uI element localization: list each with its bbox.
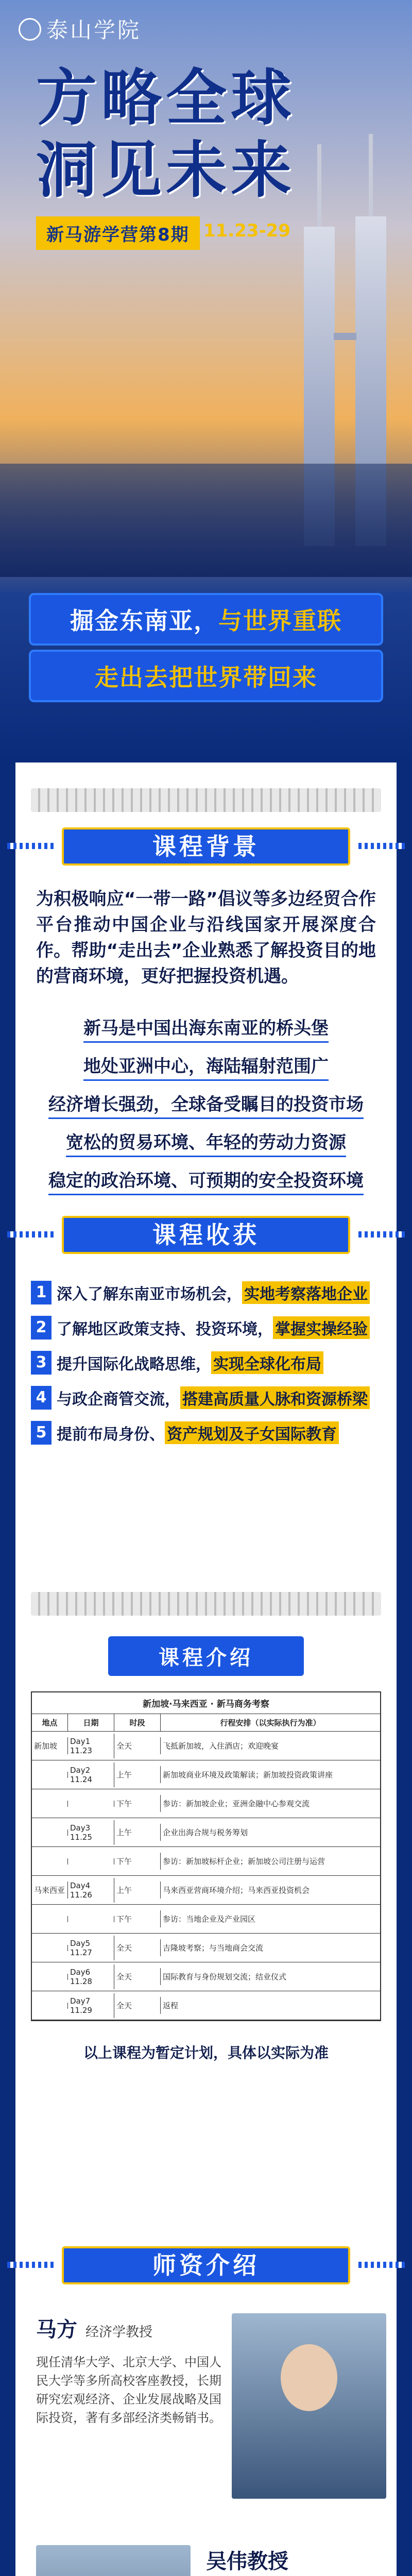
table-row: 下午 参访：新加坡企业；亚洲金融中心参观交流 bbox=[32, 1789, 380, 1818]
col-header: 时段 bbox=[114, 1714, 161, 1731]
table-row: 下午 参访：新加坡标杆企业；新加坡公司注册与运营 bbox=[32, 1847, 380, 1876]
table-row: Day7 11.29 全天 返程 bbox=[32, 1991, 380, 2020]
teacher-2-avatar bbox=[36, 2545, 191, 2576]
logo-text: 泰山学院 bbox=[46, 18, 142, 43]
slogan-2: 走出去把世界带回来 bbox=[95, 664, 317, 691]
col-header: 日期 bbox=[68, 1714, 114, 1731]
background-item: 稳定的政治环境、可预期的安全投资环境 bbox=[36, 1166, 376, 1195]
background-item: 宽松的贸易环境、年轻的劳动力资源 bbox=[36, 1128, 376, 1157]
schedule-header-row bbox=[32, 1714, 380, 1732]
slogan-1b: 与世界重联 bbox=[218, 607, 342, 635]
gains-head: 课程收获 bbox=[62, 1216, 350, 1254]
hero-title-line2: 洞见未来 bbox=[36, 134, 296, 206]
hero-banner bbox=[0, 0, 412, 762]
table-row: Day6 11.28 全天 国际教育与身份规划交流；结业仪式 bbox=[32, 1962, 380, 1991]
hero-slogan-1 bbox=[31, 595, 381, 643]
teacher-2-name: 吴伟教授 bbox=[206, 2550, 288, 2573]
table-row: Day5 11.27 全天 吉隆坡考察；与当地商会交流 bbox=[32, 1934, 380, 1962]
gain-item: 1 深入了解东南亚市场机会， 实地考察落地企业 bbox=[31, 1281, 381, 1304]
table-row: Day2 11.24 上午 新加坡商业环境及政策解读；新加坡投资政策讲座 bbox=[32, 1760, 380, 1789]
schedule-caption: 新加坡·马来西亚 · 新马商务考察 bbox=[32, 1692, 380, 1714]
slogan-1a: 掘金东南亚， bbox=[70, 607, 218, 635]
schedule-note: 以上课程为暂定计划，具体以实际为准 bbox=[83, 2044, 329, 2061]
teachers-section bbox=[15, 2226, 397, 2576]
table-row: 马来西亚 Day4 11.26 上午 马来西亚营商环境介绍；马来西亚投资机会 bbox=[32, 1876, 380, 1905]
teachers-head: 师资介绍 bbox=[62, 2246, 350, 2284]
hero-title bbox=[36, 62, 296, 206]
city-skyline bbox=[0, 464, 412, 577]
gain-item: 3 提升国际化战略思维， 实现全球化布局 bbox=[31, 1351, 381, 1375]
schedule-head: 课程介绍 bbox=[108, 1636, 304, 1676]
gain-item: 2 了解地区政策支持、投资环境， 掌握实操经验 bbox=[31, 1316, 381, 1340]
background-item: 地处亚洲中心，海陆辐射范围广 bbox=[36, 1052, 376, 1081]
skybridge bbox=[334, 333, 356, 340]
col-header: 地点 bbox=[32, 1714, 68, 1731]
logo-icon bbox=[19, 18, 41, 41]
background-section bbox=[15, 762, 397, 1566]
brand-logo bbox=[19, 13, 141, 44]
hero-title-line1: 方略全球 bbox=[36, 62, 296, 133]
gains-list bbox=[15, 1254, 397, 1445]
teacher-2 bbox=[206, 2545, 381, 2576]
hero-date: 11.23-29 bbox=[203, 221, 290, 241]
teacher-1-name: 马方 bbox=[36, 2318, 77, 2342]
gain-item: 5 提前布局身份、 资产规划及子女国际教育 bbox=[31, 1421, 381, 1445]
table-row: 下午 参访：当地企业及产业园区 bbox=[32, 1905, 380, 1934]
schedule-table bbox=[31, 1691, 381, 2021]
background-item: 新马是中国出海东南亚的桥头堡 bbox=[36, 1014, 376, 1043]
gain-item: 4 与政企商管交流， 搭建高质量人脉和资源桥梁 bbox=[31, 1386, 381, 1410]
table-row: Day3 11.25 上午 企业出海合规与税务筹划 bbox=[32, 1818, 380, 1847]
background-head: 课程背景 bbox=[62, 827, 350, 866]
teacher-1-avatar bbox=[232, 2313, 386, 2499]
teacher-1-desc: 现任清华大学、北京大学、中国人民大学等多所高校客座教授，长期研究宏观经济、企业发展战略及国际投资，著有多部经济类畅销书。 bbox=[36, 2355, 221, 2425]
background-list bbox=[15, 989, 397, 1195]
hero-slogan-2 bbox=[31, 652, 381, 700]
schedule-section bbox=[15, 1566, 397, 2226]
hero-subtitle: 新马游学营第8期 bbox=[36, 216, 200, 250]
teacher-1-tag: 经济学教授 bbox=[85, 2325, 153, 2340]
background-item: 经济增长强劲，全球备受瞩目的投资市场 bbox=[36, 1090, 376, 1119]
decorative-strip bbox=[31, 1592, 381, 1616]
decorative-strip bbox=[31, 788, 381, 812]
teacher-1 bbox=[36, 2313, 232, 2427]
table-row: 新加坡 Day1 11.23 全天 飞抵新加坡，入住酒店；欢迎晚宴 bbox=[32, 1732, 380, 1760]
background-intro: 为积极响应“一带一路”倡议等多边经贸合作平台推动中国企业与沿线国家开展深度合作。帮助“走出去”企业熟悉了解投资目的地的营商环境，更好把握投资机遇。 bbox=[36, 889, 376, 987]
col-header: 行程安排（以实际执行为准） bbox=[220, 1718, 321, 1727]
